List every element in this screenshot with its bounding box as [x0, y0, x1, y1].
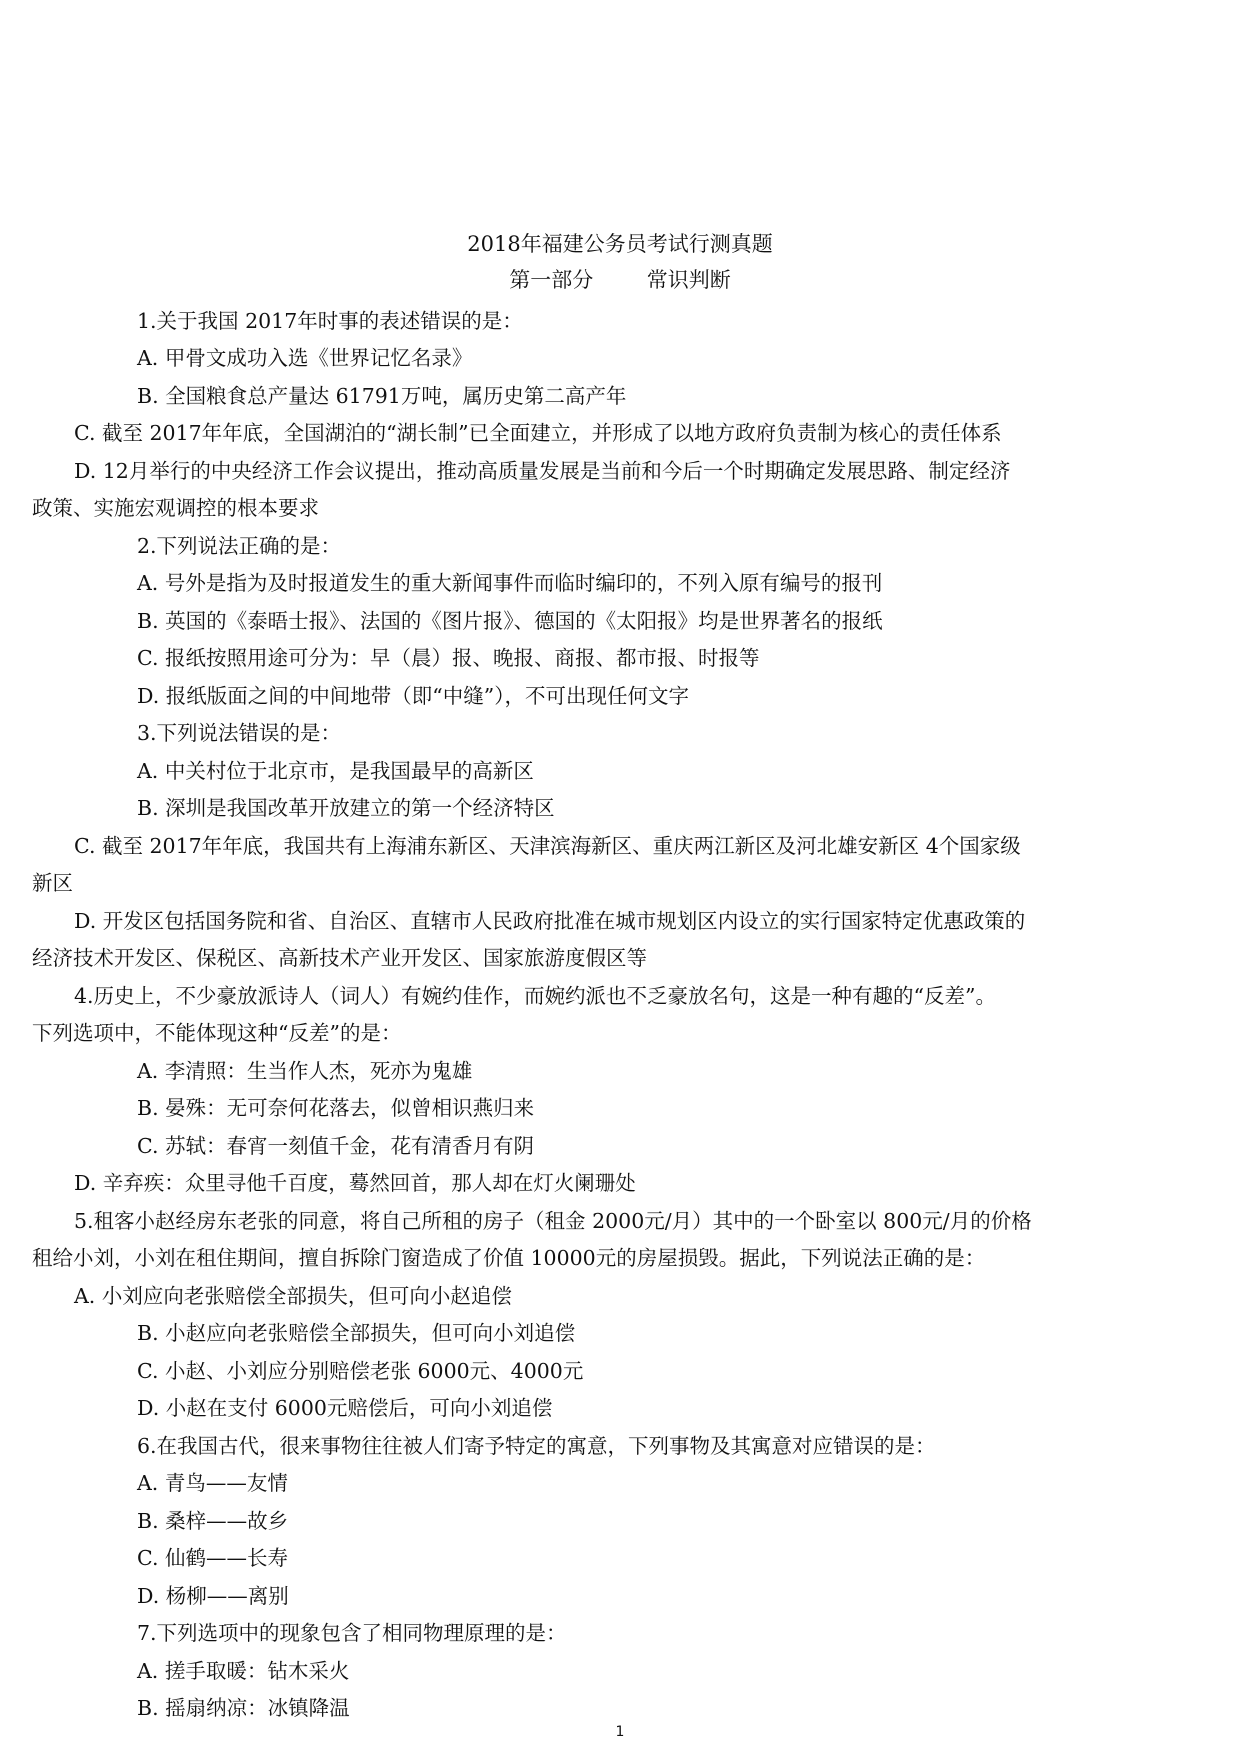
- question-7-option-b: B. 摇扇纳凉：冰镇降温: [137, 1696, 350, 1720]
- page-number: 1: [615, 1724, 625, 1740]
- question-3-option-d: D. 开发区包括国务院和省、自治区、直辖市人民政府批准在城市规划区内设立的实行国家特定优惠政策的: [74, 909, 1026, 933]
- question-2-option-a: A. 号外是指为及时报道发生的重大新闻事件而临时编印的，不列入原有编号的报刊: [137, 571, 883, 595]
- question-3-option-c-cont: 新区: [32, 871, 73, 895]
- question-1-option-d-cont: 政策、实施宏观调控的根本要求: [32, 496, 319, 520]
- question-3-option-c: C. 截至 2017年年底，我国共有上海浦东新区、天津滨海新区、重庆两江新区及河北雄安新区 4个国家级: [74, 834, 1021, 858]
- question-1-option-c: C. 截至 2017年年底，全国湖泊的“湖长制”已全面建立，并形成了以地方政府负责制为核心的责任体系: [74, 421, 1002, 445]
- question-3-option-d-cont: 经济技术开发区、保税区、高新技术产业开发区、国家旅游度假区等: [32, 946, 647, 970]
- question-5-option-d: D. 小赵在支付 6000元赔偿后，可向小刘追偿: [137, 1396, 553, 1420]
- question-4-option-b: B. 晏殊：无可奈何花落去，似曾相识燕归来: [137, 1096, 535, 1120]
- question-4-option-d: D. 辛弃疾：众里寻他千百度，蓦然回首，那人却在灯火阑珊处: [74, 1171, 636, 1195]
- question-7-option-a: A. 搓手取暖：钻木采火: [137, 1659, 350, 1683]
- question-4-stem: 4.历史上，不少豪放派诗人（词人）有婉约佳作，而婉约派也不乏豪放名句，这是一种有趣的“反差”。: [74, 984, 997, 1008]
- question-4-option-a: A. 李清照：生当作人杰，死亦为鬼雄: [137, 1059, 473, 1083]
- question-3-stem: 3.下列说法错误的是：: [137, 721, 342, 745]
- question-3-option-a: A. 中关村位于北京市，是我国最早的高新区: [137, 759, 534, 783]
- question-6-option-d: D. 杨柳——离别: [137, 1584, 289, 1608]
- section-heading: 第一部分 常识判断: [509, 268, 731, 292]
- question-3-option-b: B. 深圳是我国改革开放建立的第一个经济特区: [137, 796, 555, 820]
- question-2-option-d: D. 报纸版面之间的中间地带（即“中缝”），不可出现任何文字: [137, 684, 689, 708]
- question-4-option-c: C. 苏轼：春宵一刻值千金，花有清香月有阴: [137, 1134, 534, 1158]
- question-4-stem-cont: 下列选项中，不能体现这种“反差”的是：: [32, 1021, 402, 1045]
- document-title: 2018年福建公务员考试行测真题: [467, 232, 773, 256]
- question-5-option-b: B. 小赵应向老张赔偿全部损失，但可向小刘追偿: [137, 1321, 576, 1345]
- question-5-stem-cont: 租给小刘，小刘在租住期间，擅自拆除门窗造成了价值 10000元的房屋损毁。据此，下列说法正确的是：: [32, 1246, 986, 1270]
- question-2-stem: 2.下列说法正确的是：: [137, 534, 342, 558]
- question-1-option-d: D. 12月举行的中央经济工作会议提出，推动高质量发展是当前和今后一个时期确定发展思路、制定经济: [74, 459, 1011, 483]
- question-5-option-c: C. 小赵、小刘应分别赔偿老张 6000元、4000元: [137, 1359, 584, 1383]
- question-1-option-b: B. 全国粮食总产量达 61791万吨，属历史第二高产年: [137, 384, 627, 408]
- question-6-option-b: B. 桑梓——故乡: [137, 1509, 289, 1533]
- question-6-option-a: A. 青鸟——友情: [137, 1471, 288, 1495]
- question-5-stem: 5.租客小赵经房东老张的同意，将自己所租的房子（租金 2000元/月）其中的一个卧室以 800元/月的价格: [74, 1209, 1032, 1233]
- question-6-option-c: C. 仙鹤——长寿: [137, 1546, 288, 1570]
- question-2-option-c: C. 报纸按照用途可分为：早（晨）报、晚报、商报、都市报、时报等: [137, 646, 760, 670]
- question-2-option-b: B. 英国的《泰晤士报》、法国的《图片报》、德国的《太阳报》均是世界著名的报纸: [137, 609, 883, 633]
- question-1-stem: 1.关于我国 2017年时事的表述错误的是：: [137, 309, 523, 333]
- question-5-option-a: A. 小刘应向老张赔偿全部损失，但可向小赵追偿: [74, 1284, 512, 1308]
- question-7-stem: 7.下列选项中的现象包含了相同物理原理的是：: [137, 1621, 567, 1645]
- question-6-stem: 6.在我国古代，很来事物往往被人们寄予特定的寓意，下列事物及其寓意对应错误的是：: [137, 1434, 936, 1458]
- question-1-option-a: A. 甲骨文成功入选《世界记忆名录》: [137, 346, 473, 370]
